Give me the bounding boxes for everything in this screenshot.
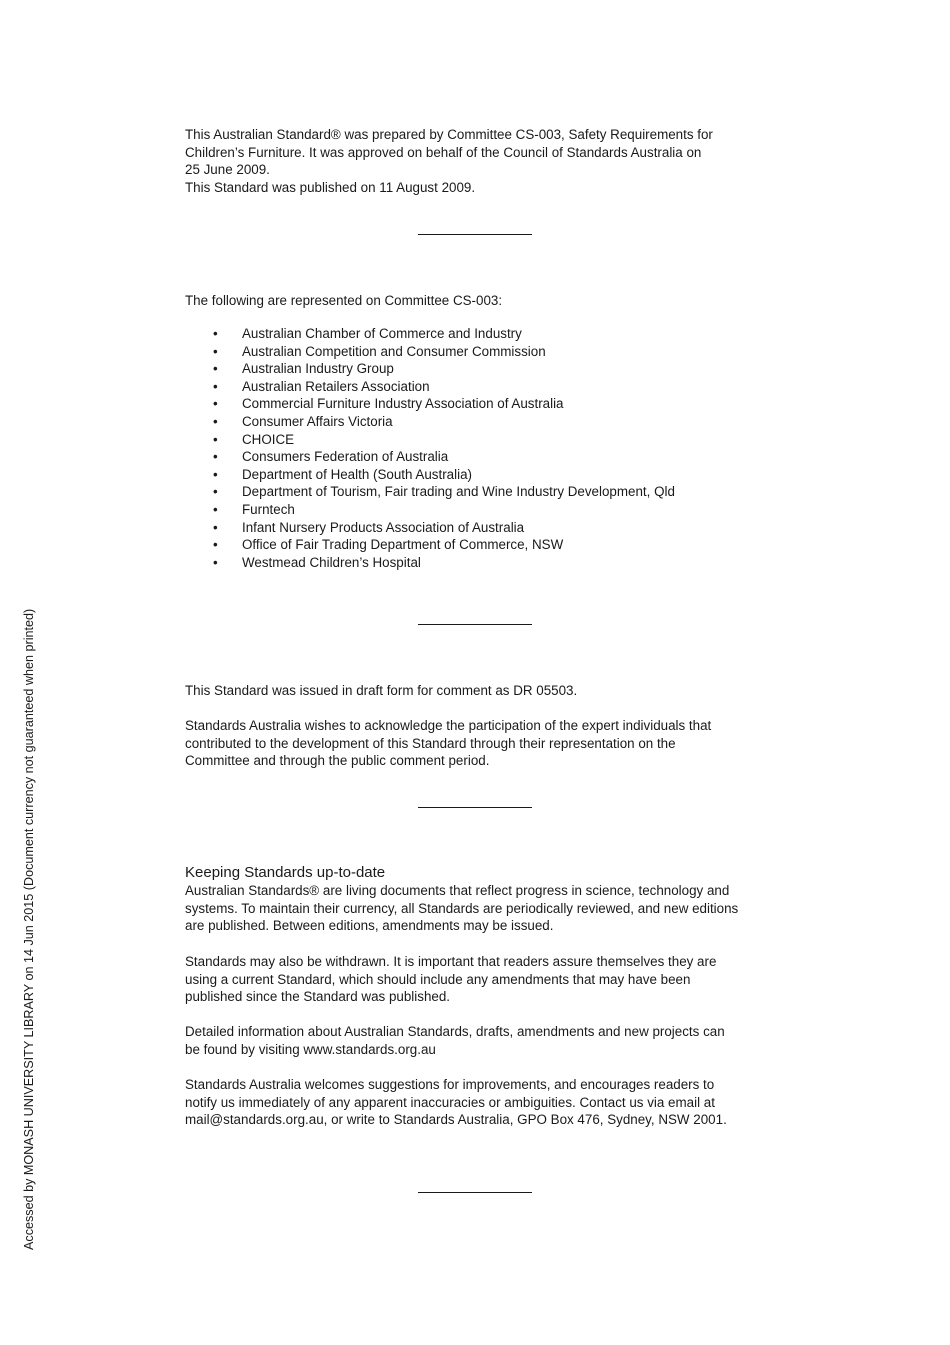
committee-intro: The following are represented on Committee CS-003: [185,293,503,308]
member-name: Furntech [242,501,295,517]
access-notice: Accessed by MONASH UNIVERSITY LIBRARY on 14 Jun 2015 (Document currency not guaranteed when printed) [22,608,36,1250]
committee-member-list [213,325,675,571]
member-name: Department of Health (South Australia) [242,466,472,482]
website-paragraph [185,1023,785,1058]
bullet: • [213,537,218,553]
member-name: Consumer Affairs Victoria [242,413,393,429]
list-item [213,378,675,396]
member-name: Infant Nursery Products Association of Australia [242,519,525,535]
text-line: 25 June 2009. [185,162,270,178]
contact-paragraph [185,1076,785,1129]
text-line: Australian Standards® are living documents that reflect progress in science, technology and [185,883,730,898]
list-item [213,554,675,572]
bullet: • [213,431,218,447]
member-name: Consumers Federation of Australia [242,449,449,465]
list-item [213,431,675,449]
bullet: • [213,413,218,429]
text-line: mail@standards.org.au, or write to Standards Australia, GPO Box 476, Sydney, NSW 2001. [185,1112,727,1128]
text-line: This Australian Standard® was prepared by Committee CS-003, Safety Requirements for [185,127,713,142]
list-item [213,343,675,361]
bullet: • [213,484,218,500]
text-line: contributed to the development of this Standard through their representation on the [185,735,676,751]
member-name: Australian Retailers Association [242,378,430,394]
member-name: Office of Fair Trading Department of Commerce, NSW [242,537,564,553]
text-line: Standards Australia welcomes suggestions for improvements, and encourages readers to [185,1077,715,1092]
text-line: published since the Standard was published. [185,989,451,1005]
bullet: • [213,519,218,535]
member-name: Australian Competition and Consumer Commission [242,343,546,359]
list-item [213,466,675,484]
list-item [213,325,675,343]
text-line: Detailed information about Australian Standards, drafts, amendments and new projects can [185,1024,725,1039]
text-line: are published. Between editions, amendments may be issued. [185,918,554,934]
bullet: • [213,378,218,394]
list-item [213,536,675,554]
text-line: notify us immediately of any apparent inaccuracies or ambiguities. Contact us via email at [185,1094,715,1110]
member-name: CHOICE [242,431,295,447]
list-item [213,395,675,413]
bullet: • [213,449,218,465]
member-name: Commercial Furniture Industry Association of Australia [242,396,564,412]
list-item [213,483,675,501]
draft-statement: This Standard was issued in draft form for comment as DR 05503. [185,683,578,698]
list-item [213,501,675,519]
member-name: Department of Tourism, Fair trading and Wine Industry Development, Qld [242,484,675,500]
text-line: systems. To maintain their currency, all Standards are periodically reviewed, and new editions [185,900,739,916]
list-item [213,448,675,466]
section-divider [418,624,532,625]
text-line: Children’s Furniture. It was approved on behalf of the Council of Standards Australia on [185,144,702,160]
text-line: Standards Australia wishes to acknowledge the participation of the expert individuals that [185,718,712,733]
text-line: Standards may also be withdrawn. It is important that readers assure themselves they are [185,954,717,969]
text-line: be found by visiting www.standards.org.au [185,1041,436,1057]
bullet: • [213,343,218,359]
list-item [213,360,675,378]
bullet: • [213,554,218,570]
preparation-statement [185,126,785,196]
acknowledgement-paragraph [185,717,785,770]
section-divider [418,1192,532,1193]
bullet: • [213,361,218,377]
text-line: This Standard was published on 11 August 2009. [185,179,476,195]
section-divider [418,234,532,235]
section-divider [418,807,532,808]
member-name: Australian Industry Group [242,361,394,377]
text-line: using a current Standard, which should include any amendments that may have been [185,971,691,987]
bullet: • [213,466,218,482]
list-item [213,519,675,537]
currency-paragraph [185,882,785,935]
section-heading: Keeping Standards up-to-date [185,864,386,881]
bullet: • [213,326,218,341]
list-item [213,413,675,431]
member-name: Australian Chamber of Commerce and Industry [242,326,522,341]
withdrawal-paragraph [185,953,785,1006]
text-line: Committee and through the public comment period. [185,753,490,769]
member-name: Westmead Children’s Hospital [242,554,421,570]
bullet: • [213,501,218,517]
bullet: • [213,396,218,412]
